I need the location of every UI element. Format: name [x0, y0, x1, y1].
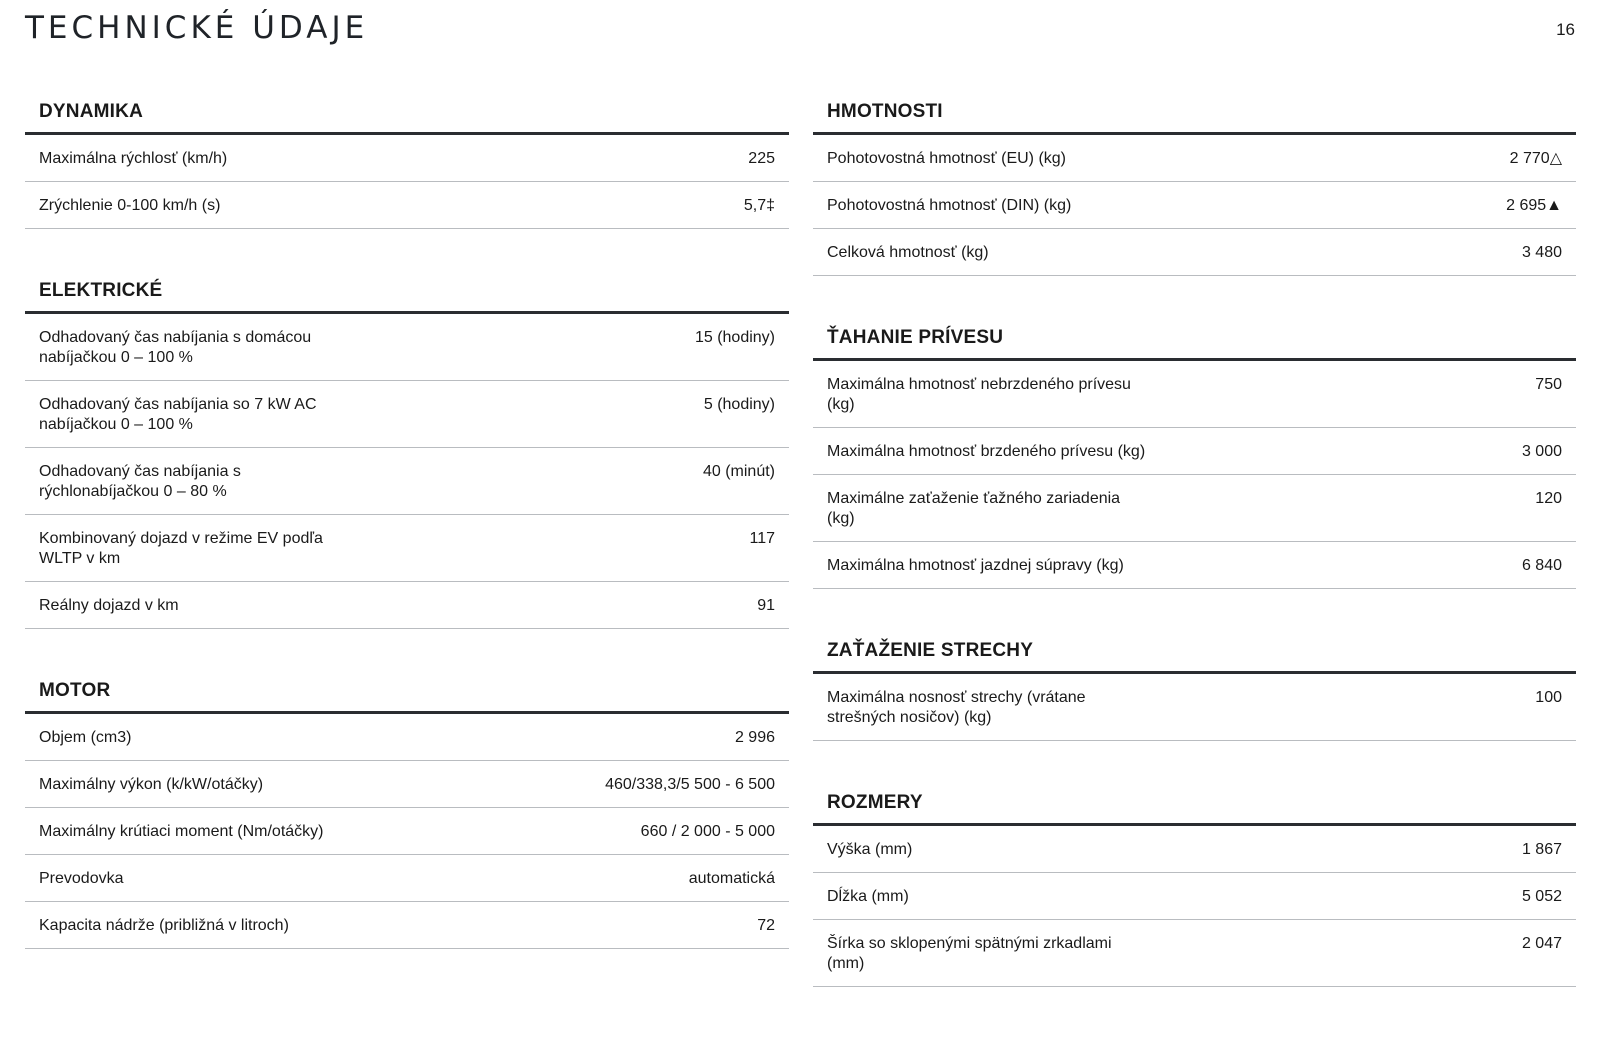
spec-value: 750 — [1535, 376, 1562, 393]
section-zatazenie-strechy — [813, 627, 1576, 741]
spec-row — [813, 428, 1576, 475]
spec-row — [813, 826, 1576, 873]
spec-label: Maximálna hmotnosť jazdnej súpravy (kg) — [827, 557, 1124, 574]
spec-value: 15 (hodiny) — [694, 329, 775, 346]
spec-value: 72 — [757, 917, 775, 934]
spec-value: 100 — [1535, 689, 1562, 706]
section-title: ROZMERY — [813, 779, 1576, 826]
spec-row — [813, 674, 1576, 741]
spec-value: 5 052 — [1521, 888, 1562, 905]
section-tahanie-privesu — [813, 314, 1576, 589]
section-title: HMOTNOSTI — [813, 88, 1576, 135]
spec-label: Dĺžka (mm) — [827, 888, 909, 905]
spec-value: 117 — [749, 530, 775, 547]
spec-value: 40 (minút) — [702, 463, 775, 480]
section-title: DYNAMIKA — [25, 88, 789, 135]
spec-row — [25, 808, 789, 855]
spec-row — [813, 135, 1576, 182]
spec-label: Celková hmotnosť (kg) — [827, 244, 989, 261]
spec-row — [813, 873, 1576, 920]
section-motor — [25, 667, 789, 949]
spec-row — [25, 448, 789, 515]
spec-value: 460/338,3/5 500 - 6 500 — [605, 776, 775, 793]
section-elektricke — [25, 267, 789, 629]
spec-label: Prevodovka — [39, 870, 124, 887]
spec-value: 2 996 — [734, 729, 775, 746]
spec-row — [25, 182, 789, 229]
section-rozmery — [813, 779, 1576, 987]
spec-row — [813, 542, 1576, 589]
section-dynamika — [25, 88, 789, 229]
spec-row — [25, 855, 789, 902]
spec-label: Maximálna hmotnosť nebrzdeného prívesu (kg) — [827, 376, 1131, 413]
spec-value: 1 867 — [1521, 841, 1562, 858]
spec-row — [25, 761, 789, 808]
section-title: MOTOR — [25, 667, 789, 714]
spec-row — [25, 135, 789, 182]
spec-row — [813, 182, 1576, 229]
spec-row — [813, 361, 1576, 428]
spec-row — [25, 314, 789, 381]
spec-label: Kombinovaný dojazd v režime EV podľa WLTP v km — [39, 530, 323, 567]
spec-row — [813, 475, 1576, 542]
spec-label: Šírka so sklopenými spätnými zrkadlami (mm) — [827, 935, 1112, 972]
spec-row — [25, 714, 789, 761]
spec-value: 2 770△ — [1509, 150, 1562, 167]
spec-label: Maximálna rýchlosť (km/h) — [39, 150, 228, 167]
spec-label: Maximálna nosnosť strechy (vrátane strešných nosičov) (kg) — [827, 689, 1086, 726]
spec-label: Odhadovaný čas nabíjania so 7 kW AC nabíjačkou 0 – 100 % — [39, 396, 317, 433]
spec-value: 91 — [757, 597, 775, 614]
spec-label: Maximálne zaťaženie ťažného zariadenia (kg) — [827, 490, 1121, 527]
spec-label: Odhadovaný čas nabíjania s domácou nabíjačkou 0 – 100 % — [39, 329, 312, 366]
spec-label: Výška (mm) — [827, 841, 913, 858]
spec-label: Maximálny výkon (k/kW/otáčky) — [39, 776, 264, 793]
spec-value: 3 000 — [1521, 443, 1562, 460]
spec-value: 660 / 2 000 - 5 000 — [640, 823, 775, 840]
spec-value: 5 (hodiny) — [703, 396, 775, 413]
page-title: TECHNICKÉ ÚDAJE — [25, 10, 369, 46]
spec-label: Objem (cm3) — [39, 729, 132, 746]
spec-value: automatická — [688, 870, 775, 887]
spec-row — [25, 515, 789, 582]
spec-label: Maximálny krútiaci moment (Nm/otáčky) — [39, 823, 324, 840]
left-column — [25, 88, 789, 987]
section-title: ŤAHANIE PRÍVESU — [813, 314, 1576, 361]
section-hmotnosti — [813, 88, 1576, 276]
spec-value: 120 — [1535, 490, 1562, 507]
section-title: ZAŤAŽENIE STRECHY — [813, 627, 1576, 674]
spec-label: Kapacita nádrže (približná v litroch) — [39, 917, 289, 934]
spec-row — [25, 381, 789, 448]
page-number: 16 — [1556, 20, 1575, 39]
spec-value: 2 047 — [1521, 935, 1562, 952]
spec-label: Reálny dojazd v km — [39, 597, 179, 614]
spec-value: 225 — [748, 150, 775, 167]
spec-label: Maximálna hmotnosť brzdeného prívesu (kg) — [827, 443, 1146, 460]
spec-row — [25, 582, 789, 629]
spec-label: Zrýchlenie 0-100 km/h (s) — [39, 197, 221, 214]
right-column — [813, 88, 1576, 1025]
spec-row — [25, 902, 789, 949]
spec-row — [813, 920, 1576, 987]
spec-value: 2 695▲ — [1506, 197, 1562, 214]
spec-row — [813, 229, 1576, 276]
spec-label: Odhadovaný čas nabíjania s rýchlonabíjačkou 0 – 80 % — [39, 463, 241, 500]
spec-label: Pohotovostná hmotnosť (EU) (kg) — [827, 150, 1066, 167]
section-title: ELEKTRICKÉ — [25, 267, 789, 314]
spec-value: 6 840 — [1521, 557, 1562, 574]
spec-label: Pohotovostná hmotnosť (DIN) (kg) — [827, 197, 1072, 214]
spec-value: 3 480 — [1521, 244, 1562, 261]
spec-value: 5,7‡ — [743, 197, 775, 214]
